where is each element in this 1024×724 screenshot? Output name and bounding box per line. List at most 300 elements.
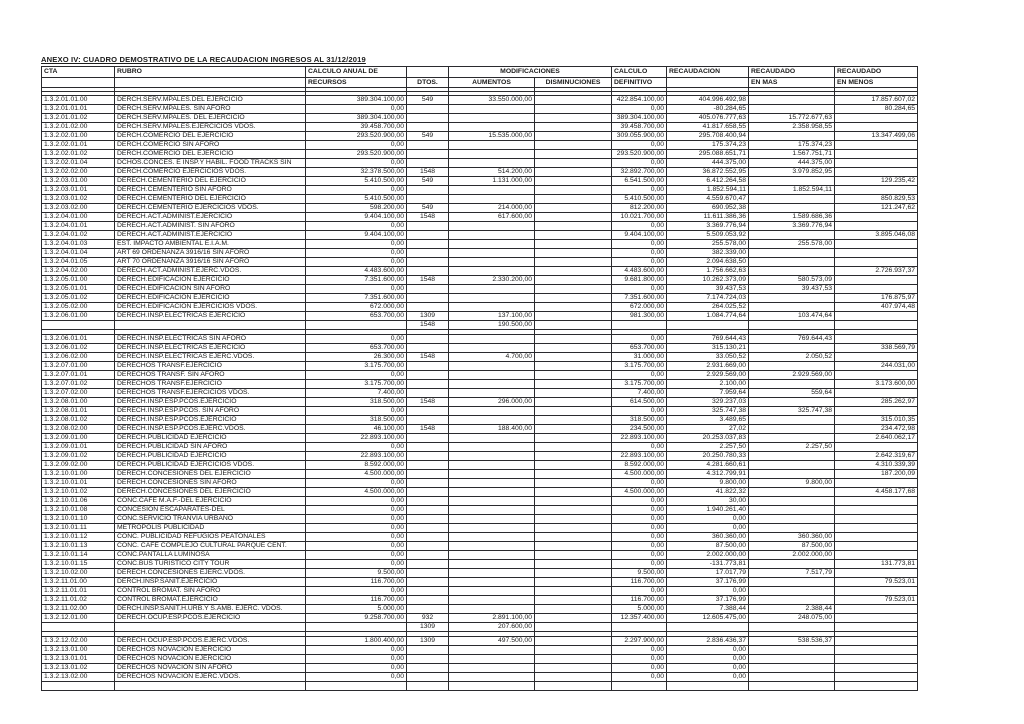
table-row xyxy=(42,123,918,132)
cell: 2.257,50 xyxy=(667,443,749,452)
cell xyxy=(749,258,835,267)
cell: 7.388,44 xyxy=(667,605,749,614)
cell xyxy=(749,452,835,461)
cell xyxy=(449,434,535,443)
cell: DERECH.EDIFICACION SIN AFORO xyxy=(115,285,306,294)
cell xyxy=(449,114,535,123)
cell xyxy=(835,497,918,506)
cell xyxy=(749,682,835,691)
cell xyxy=(835,605,918,614)
cell: 39.458.700,00 xyxy=(612,123,667,132)
cell: DERECHOS NOVACION EJERC.VDOS. xyxy=(115,673,306,682)
cell: 8.592.000,00 xyxy=(306,461,407,470)
cell: 338.569,79 xyxy=(835,344,918,353)
cell: 1.3.2.05.02.00 xyxy=(42,303,115,312)
cell xyxy=(407,596,449,605)
cell xyxy=(535,434,612,443)
cell: DERECH.INSP.ELECTRICAS SIN AFORO xyxy=(115,335,306,344)
cell: 22.893.100,00 xyxy=(612,434,667,443)
cell: DERECH.INSP.ESP.PCOS.EJERCICIO xyxy=(115,416,306,425)
cell: 116.700,00 xyxy=(612,596,667,605)
cell: 1.3.2.05.01.02 xyxy=(42,294,115,303)
cell xyxy=(749,623,835,632)
cell: 0,00 xyxy=(306,443,407,452)
cell: 1.756.662,63 xyxy=(667,267,749,276)
cell: 190.500,00 xyxy=(449,321,535,330)
cell: 0,00 xyxy=(306,105,407,114)
cell xyxy=(835,551,918,560)
cell: 3.369.776,94 xyxy=(667,222,749,231)
cell: ART 70 ORDENANZA 3916/16 SIN AFORO xyxy=(115,258,306,267)
cell: 17.857.607,02 xyxy=(835,96,918,105)
cell xyxy=(306,321,407,330)
cell: 0,00 xyxy=(306,335,407,344)
cell xyxy=(407,123,449,132)
cell xyxy=(535,123,612,132)
cell: 0,00 xyxy=(612,673,667,682)
cell xyxy=(449,195,535,204)
cell: 33.550.000,00 xyxy=(449,96,535,105)
cell xyxy=(835,371,918,380)
cell: 1.3.2.06.01.00 xyxy=(42,312,115,321)
cell: 1.3.2.08.01.02 xyxy=(42,416,115,425)
cell: 318.500,00 xyxy=(306,416,407,425)
table-row xyxy=(42,434,918,443)
cell xyxy=(749,646,835,655)
cell: DERECH.ACT.ADMINIST. SIN AFORO xyxy=(115,222,306,231)
cell xyxy=(449,655,535,664)
cell: 1.3.2.01.01.02 xyxy=(42,114,115,123)
cell xyxy=(449,515,535,524)
table-row xyxy=(42,276,918,285)
cell xyxy=(535,673,612,682)
cell xyxy=(835,569,918,578)
cell xyxy=(407,664,449,673)
cell: 175.374,23 xyxy=(749,141,835,150)
cell: DERCH.SERV.MPALES.EJERCICIOS VDOS. xyxy=(115,123,306,132)
table-row xyxy=(42,479,918,488)
cell xyxy=(535,470,612,479)
table-row xyxy=(42,294,918,303)
cell: 1.3.2.11.01.00 xyxy=(42,578,115,587)
cell: 422.854.100,00 xyxy=(612,96,667,105)
cell: DERECH.EDIFICACION EJERCICIOS VDOS. xyxy=(115,303,306,312)
cell: 3.895.046,08 xyxy=(835,231,918,240)
cell xyxy=(535,371,612,380)
cell xyxy=(667,321,749,330)
cell: 1.3.2.02.01.01 xyxy=(42,141,115,150)
cell: CONTROL BROMAT. SIN AFORO xyxy=(115,587,306,596)
cell xyxy=(535,114,612,123)
cell: 549 xyxy=(407,132,449,141)
cell: DERECHOS TRANSF. SIN AFORO xyxy=(115,371,306,380)
cell: CONC.SERVICIO TRANVIA URBANO xyxy=(115,515,306,524)
cell: 0,00 xyxy=(306,186,407,195)
cell: DERECH.ACT.ADMINIST.EJERCICIO xyxy=(115,213,306,222)
cell: 1.3.2.09.01.01 xyxy=(42,443,115,452)
cell: 0,00 xyxy=(612,407,667,416)
cell: 5.410.500,00 xyxy=(306,177,407,186)
cell xyxy=(449,673,535,682)
cell: 389.304.100,00 xyxy=(306,114,407,123)
cell: 0,00 xyxy=(306,240,407,249)
cell xyxy=(407,452,449,461)
cell xyxy=(749,416,835,425)
cell: 13.347.499,06 xyxy=(835,132,918,141)
cell: 444.375,00 xyxy=(667,159,749,168)
cell: 4.500.000,00 xyxy=(306,488,407,497)
table-row xyxy=(42,312,918,321)
cell xyxy=(407,105,449,114)
table-row xyxy=(42,551,918,560)
cell: 0,00 xyxy=(306,560,407,569)
cell xyxy=(535,321,612,330)
col-header-dtos-spacer xyxy=(407,67,449,78)
cell xyxy=(535,452,612,461)
cell: 244.031,00 xyxy=(835,362,918,371)
cell xyxy=(407,443,449,452)
cell: 0,00 xyxy=(306,646,407,655)
cell: 0,00 xyxy=(306,497,407,506)
col-header-en-mas: EN MAS xyxy=(749,78,835,88)
table-row xyxy=(42,231,918,240)
cell xyxy=(407,551,449,560)
cell: 0,00 xyxy=(612,664,667,673)
table-row xyxy=(42,470,918,479)
cell: 0,00 xyxy=(612,141,667,150)
col-header-rubro: RUBRO xyxy=(115,67,306,78)
cell xyxy=(749,294,835,303)
cell xyxy=(407,389,449,398)
cell: CONC.PANTALLA LUMINOSA xyxy=(115,551,306,560)
cell: 2.640.062,17 xyxy=(835,434,918,443)
cell: 22.893.100,00 xyxy=(612,452,667,461)
cell xyxy=(535,204,612,213)
table-row xyxy=(42,614,918,623)
cell: CONC.CAFE M.A.F.-DEL EJERCICIO xyxy=(115,497,306,506)
cell xyxy=(535,443,612,452)
cell: 2.002.000,00 xyxy=(749,551,835,560)
cell: 2.931.669,00 xyxy=(667,362,749,371)
cell: 769.644,43 xyxy=(667,335,749,344)
cell: 1.852.594,11 xyxy=(749,186,835,195)
cell xyxy=(749,96,835,105)
cell: 0,00 xyxy=(667,655,749,664)
col-header-recaudado-en-mas: RECAUDADO xyxy=(749,67,835,78)
cell: 1.567.751,71 xyxy=(749,150,835,159)
cell: 4.483.600,00 xyxy=(612,267,667,276)
cell xyxy=(667,623,749,632)
cell: DERECH.CEMENTERIO EJERCICIOS VDOS. xyxy=(115,204,306,213)
cell: 39.437,53 xyxy=(667,285,749,294)
cell xyxy=(42,682,115,691)
cell: 293.520.900,00 xyxy=(612,150,667,159)
cell: 1.3.2.10.01.10 xyxy=(42,515,115,524)
cell: 653.700,00 xyxy=(306,344,407,353)
cell xyxy=(449,335,535,344)
cell xyxy=(835,614,918,623)
cell: 4.310.339,39 xyxy=(835,461,918,470)
table-row xyxy=(42,398,918,407)
cell: 653.700,00 xyxy=(306,312,407,321)
cell: 0,00 xyxy=(306,673,407,682)
cell: 1.3.2.08.02.00 xyxy=(42,425,115,434)
cell xyxy=(407,344,449,353)
cell: 9.258.700,00 xyxy=(306,614,407,623)
cell: 1.3.2.09.02.00 xyxy=(42,461,115,470)
cell xyxy=(749,664,835,673)
cell: 1.131.000,00 xyxy=(449,177,535,186)
table-row xyxy=(42,371,918,380)
cell: 1.3.2.06.01.02 xyxy=(42,344,115,353)
cell: 1.3.2.13.01.02 xyxy=(42,664,115,673)
cell xyxy=(612,321,667,330)
cell: 0,00 xyxy=(306,258,407,267)
cell xyxy=(667,682,749,691)
cell: 5.509.053,92 xyxy=(667,231,749,240)
table-row xyxy=(42,380,918,389)
cell xyxy=(535,312,612,321)
cell: 4.500.000,00 xyxy=(612,470,667,479)
cell: 1309 xyxy=(407,637,449,646)
cell: 293.520.900,00 xyxy=(306,132,407,141)
cell xyxy=(535,416,612,425)
cell xyxy=(835,353,918,362)
cell: 234.472,98 xyxy=(835,425,918,434)
cell xyxy=(835,150,918,159)
col-header-en-menos: EN MENOS xyxy=(835,78,918,88)
cell: 0,00 xyxy=(612,560,667,569)
cell xyxy=(535,186,612,195)
cell xyxy=(407,159,449,168)
table-row xyxy=(42,114,918,123)
cell: 329.237,03 xyxy=(667,398,749,407)
cell xyxy=(407,515,449,524)
cell: 1.3.2.07.01.02 xyxy=(42,380,115,389)
cell xyxy=(835,114,918,123)
cell xyxy=(535,506,612,515)
cell xyxy=(835,222,918,231)
table-row xyxy=(42,533,918,542)
cell xyxy=(407,335,449,344)
cell xyxy=(835,673,918,682)
cell: DERECH.PUBLICIDAD EJERCICIO xyxy=(115,434,306,443)
cell xyxy=(535,664,612,673)
cell xyxy=(749,434,835,443)
cell: 614.500,00 xyxy=(612,398,667,407)
header-row-2 xyxy=(42,78,918,88)
cell: 389.304.100,00 xyxy=(306,96,407,105)
cell xyxy=(535,542,612,551)
cell: 0,00 xyxy=(612,524,667,533)
cell xyxy=(749,425,835,434)
cell: 7.400,00 xyxy=(612,389,667,398)
cell xyxy=(449,488,535,497)
cell xyxy=(835,321,918,330)
cell xyxy=(449,371,535,380)
col-header-calculo-anual: CALCULO ANUAL DE xyxy=(306,67,407,78)
cell: DERECH.PUBLICIDAD SIN AFORO xyxy=(115,443,306,452)
cell xyxy=(749,195,835,204)
cell: CONCESION ESCAPARATES-DEL xyxy=(115,506,306,515)
table-row xyxy=(42,578,918,587)
cell xyxy=(835,637,918,646)
table-row xyxy=(42,497,918,506)
cell: 1.3.2.10.01.14 xyxy=(42,551,115,560)
cell xyxy=(449,605,535,614)
cell: 0,00 xyxy=(667,664,749,673)
cell xyxy=(749,488,835,497)
cell: 9.404.100,00 xyxy=(306,231,407,240)
cell: 2.100,00 xyxy=(667,380,749,389)
cell xyxy=(449,105,535,114)
cell: 0,00 xyxy=(306,285,407,294)
cell: 121.247,62 xyxy=(835,204,918,213)
cell: 309.055.900,00 xyxy=(612,132,667,141)
cell xyxy=(535,150,612,159)
cell: 80.284,65 xyxy=(835,105,918,114)
cell xyxy=(306,682,407,691)
cell: 1309 xyxy=(407,623,449,632)
cell: DERCH.COMERCIO EJERCICIOS VDOS. xyxy=(115,168,306,177)
table-row xyxy=(42,240,918,249)
cell xyxy=(835,655,918,664)
cell xyxy=(749,587,835,596)
cell xyxy=(535,614,612,623)
cell: 4.500.000,00 xyxy=(612,488,667,497)
table-row xyxy=(42,389,918,398)
table-row xyxy=(42,560,918,569)
cell: 264.025,52 xyxy=(667,303,749,312)
cell: 2.929.569,00 xyxy=(667,371,749,380)
cell: 0,00 xyxy=(612,371,667,380)
cell: 31.000,00 xyxy=(612,353,667,362)
cell: 1.3.2.04.01.02 xyxy=(42,231,115,240)
cell xyxy=(749,249,835,258)
cell xyxy=(407,587,449,596)
cell xyxy=(449,646,535,655)
cell: 41.817.658,55 xyxy=(667,123,749,132)
cell: 6.412.264,58 xyxy=(667,177,749,186)
cell: 0,00 xyxy=(667,515,749,524)
cell: 3.489,65 xyxy=(667,416,749,425)
cell: 116.700,00 xyxy=(306,596,407,605)
cell: 0,00 xyxy=(612,646,667,655)
cell: 0,00 xyxy=(612,105,667,114)
cell xyxy=(535,515,612,524)
cell: 5.410.500,00 xyxy=(306,195,407,204)
cell: DERECH.INSP.ELECTRICAS EJERC.VDOS. xyxy=(115,353,306,362)
cell xyxy=(835,389,918,398)
table-row xyxy=(42,105,918,114)
cell xyxy=(407,195,449,204)
cell xyxy=(749,673,835,682)
cell: 176.875,97 xyxy=(835,294,918,303)
cell: 1.3.2.10.01.11 xyxy=(42,524,115,533)
cell: 1.3.2.01.01.00 xyxy=(42,96,115,105)
cell xyxy=(535,533,612,542)
table-body xyxy=(42,96,918,691)
table-row xyxy=(42,159,918,168)
cell xyxy=(835,312,918,321)
cell: 4.559.670,47 xyxy=(667,195,749,204)
cell: 0,00 xyxy=(612,258,667,267)
cell xyxy=(115,321,306,330)
cell: 175.374,23 xyxy=(667,141,749,150)
cell: 1.3.2.09.01.02 xyxy=(42,452,115,461)
cell: 1.800.400,00 xyxy=(306,637,407,646)
cell: 2.050,52 xyxy=(749,353,835,362)
cell xyxy=(535,96,612,105)
cell: EST. IMPACTO AMBIENTAL E.I.A.M. xyxy=(115,240,306,249)
cell: 3.175.700,00 xyxy=(612,362,667,371)
cell: 0,00 xyxy=(306,655,407,664)
cell xyxy=(835,213,918,222)
cell: 7.400,00 xyxy=(306,389,407,398)
cell xyxy=(407,479,449,488)
cell: 0,00 xyxy=(612,285,667,294)
cell xyxy=(449,240,535,249)
table-row xyxy=(42,285,918,294)
cell: 0,00 xyxy=(667,524,749,533)
cell xyxy=(535,222,612,231)
cell xyxy=(835,664,918,673)
cell: 2.330.200,00 xyxy=(449,276,535,285)
cell: 2.388,44 xyxy=(749,605,835,614)
cell xyxy=(407,524,449,533)
cell xyxy=(835,533,918,542)
cell xyxy=(407,294,449,303)
cell xyxy=(407,186,449,195)
table-row xyxy=(42,213,918,222)
cell xyxy=(835,515,918,524)
cell: 285.262,97 xyxy=(835,398,918,407)
cell xyxy=(835,682,918,691)
cell xyxy=(535,497,612,506)
cell: 1.3.2.08.01.00 xyxy=(42,398,115,407)
cell: 129.235,42 xyxy=(835,177,918,186)
cell xyxy=(749,506,835,515)
cell xyxy=(835,542,918,551)
table-row xyxy=(42,407,918,416)
cell: 769.644,43 xyxy=(749,335,835,344)
cell xyxy=(749,303,835,312)
cell: 1.3.2.11.01.01 xyxy=(42,587,115,596)
cell xyxy=(535,195,612,204)
cell: 1.3.2.01.02.00 xyxy=(42,123,115,132)
cell: 407.974,48 xyxy=(835,303,918,312)
cell xyxy=(535,646,612,655)
cell xyxy=(449,551,535,560)
cell: 2.002.000,00 xyxy=(667,551,749,560)
table-row xyxy=(42,587,918,596)
cell xyxy=(535,249,612,258)
cell: 1.3.2.03.02.00 xyxy=(42,204,115,213)
cell: 4.500.000,00 xyxy=(306,470,407,479)
cell xyxy=(749,560,835,569)
cell xyxy=(749,132,835,141)
cell: 318.500,00 xyxy=(306,398,407,407)
table-header xyxy=(42,67,918,96)
cell xyxy=(407,258,449,267)
cell: 1.3.2.09.01.00 xyxy=(42,434,115,443)
cell: 1.3.2.06.01.01 xyxy=(42,335,115,344)
cell: 1548 xyxy=(407,213,449,222)
cell: 20.250.780,33 xyxy=(667,452,749,461)
cell xyxy=(407,141,449,150)
cell: 0,00 xyxy=(306,664,407,673)
cell xyxy=(535,105,612,114)
